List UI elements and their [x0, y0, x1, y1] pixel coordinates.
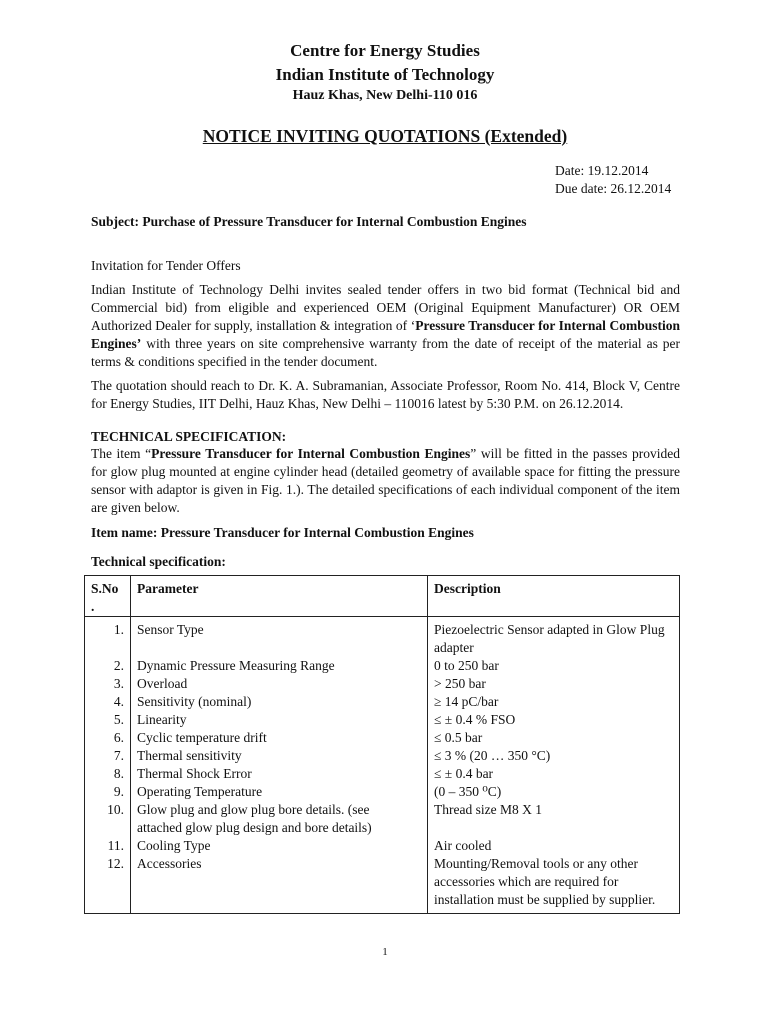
- due-date: Due date: 26.12.2014: [555, 181, 672, 196]
- row-parameter: Cooling Type: [131, 837, 428, 855]
- para1-bold: Pressure Transducer for Internal Combustion Engines’: [91, 318, 681, 351]
- row-parameter: Thermal sensitivity: [131, 747, 428, 765]
- para3-bold: Pressure Transducer for Internal Combustion Engines: [151, 446, 471, 461]
- row-description: Thread size M8 X 1: [428, 801, 680, 837]
- dates-block: [555, 162, 671, 198]
- row-sno: 12.: [85, 855, 131, 914]
- row-description: > 250 bar: [428, 675, 680, 693]
- table-row: [85, 729, 680, 747]
- table-header-row: [85, 576, 680, 617]
- row-sno: 7.: [85, 747, 131, 765]
- row-sno: 1.: [85, 617, 131, 658]
- item-description-paragraph: [91, 445, 680, 517]
- row-sno: 4.: [85, 693, 131, 711]
- para3-text-a: The item “: [91, 446, 152, 461]
- row-sno: 6.: [85, 729, 131, 747]
- row-parameter: Dynamic Pressure Measuring Range: [131, 657, 428, 675]
- row-description: Mounting/Removal tools or any other accessories which are required for installation must be supplied by supplier.: [428, 855, 680, 914]
- specification-table: [84, 575, 680, 914]
- table-row: [85, 617, 680, 658]
- page-number: 1: [382, 946, 388, 958]
- row-description: ≤ 0.5 bar: [428, 729, 680, 747]
- row-sno: 5.: [85, 711, 131, 729]
- row-parameter: Sensitivity (nominal): [131, 693, 428, 711]
- row-sno: 8.: [85, 765, 131, 783]
- table-row: [85, 855, 680, 914]
- row-description: (0 – 350 ⁰C): [428, 783, 680, 801]
- row-parameter: Thermal Shock Error: [131, 765, 428, 783]
- row-parameter: Glow plug and glow plug bore details. (see attached glow plug design and bore details): [131, 801, 428, 837]
- row-parameter: Linearity: [131, 711, 428, 729]
- tech-spec-label: Technical specification:: [91, 554, 226, 569]
- row-parameter: Cyclic temperature drift: [131, 729, 428, 747]
- table-row: [85, 711, 680, 729]
- item-name: Item name: Pressure Transducer for Internal Combustion Engines: [91, 525, 474, 540]
- table-row: [85, 693, 680, 711]
- institution-address: Hauz Khas, New Delhi-110 016: [292, 88, 478, 103]
- header-parameter: Parameter: [131, 576, 428, 617]
- row-parameter: Sensor Type: [131, 617, 428, 658]
- row-description: Piezoelectric Sensor adapted in Glow Plug adapter: [428, 617, 680, 658]
- institution-name: Indian Institute of Technology: [275, 65, 495, 84]
- technical-heading: TECHNICAL SPECIFICATION:: [91, 429, 287, 444]
- para1-text-b: with three years on site comprehensive warranty from the date of receipt of the material as per terms & conditions specified in the tender document.: [91, 336, 680, 369]
- table-row: [85, 675, 680, 693]
- row-description: ≤ 3 % (20 … 350 °C): [428, 747, 680, 765]
- issue-date: Date: 19.12.2014: [555, 163, 649, 178]
- quotation-paragraph: The quotation should reach to Dr. K. A. Subramanian, Associate Professor, Room No. 414, Block V, Centre for Energy Studies, IIT Delhi, Hauz Khas, New Delhi – 110016 latest by 5:30 P.M. on 26.12.2014.: [91, 378, 680, 411]
- row-sno: 3.: [85, 675, 131, 693]
- notice-title: NOTICE INVITING QUOTATIONS (Extended): [202, 126, 568, 146]
- table-row: [85, 783, 680, 801]
- header-description: Description: [428, 576, 680, 617]
- invitation-heading: Invitation for Tender Offers: [91, 258, 241, 273]
- row-description: ≤ ± 0.4 % FSO: [428, 711, 680, 729]
- row-description: 0 to 250 bar: [428, 657, 680, 675]
- table-row: [85, 657, 680, 675]
- table-row: [85, 747, 680, 765]
- row-description: Air cooled: [428, 837, 680, 855]
- table-row: [85, 801, 680, 837]
- row-parameter: Overload: [131, 675, 428, 693]
- row-sno: 11.: [85, 837, 131, 855]
- institution-department: Centre for Energy Studies: [290, 41, 480, 60]
- row-description: ≤ ± 0.4 bar: [428, 765, 680, 783]
- row-parameter: Operating Temperature: [131, 783, 428, 801]
- para3-text-b: ” will be fitted in the passes provided for glow plug mounted at engine cylinder head (detailed geometry of available space for fitting the pressure sensor with adaptor is given in Fig. 1.). The detailed specifications of each individual component of the item are given below.: [91, 446, 680, 515]
- subject-line: Subject: Purchase of Pressure Transducer for Internal Combustion Engines: [91, 214, 527, 229]
- row-sno: 2.: [85, 657, 131, 675]
- row-description: ≥ 14 pC/bar: [428, 693, 680, 711]
- row-parameter: Accessories: [131, 855, 428, 914]
- invitation-paragraph: [91, 281, 680, 371]
- para1-text-a: Indian Institute of Technology Delhi invites sealed tender offers in two bid format (Technical bid and Commercial bid) from eligible and experienced OEM (Original Equipment Manufacturer) OR OEM Authorized Dealer for supply, installation & integration of ‘: [91, 282, 680, 333]
- table-row: [85, 837, 680, 855]
- row-sno: 9.: [85, 783, 131, 801]
- header-sno: S.No .: [85, 576, 131, 617]
- row-sno: 10.: [85, 801, 131, 837]
- table-row: [85, 765, 680, 783]
